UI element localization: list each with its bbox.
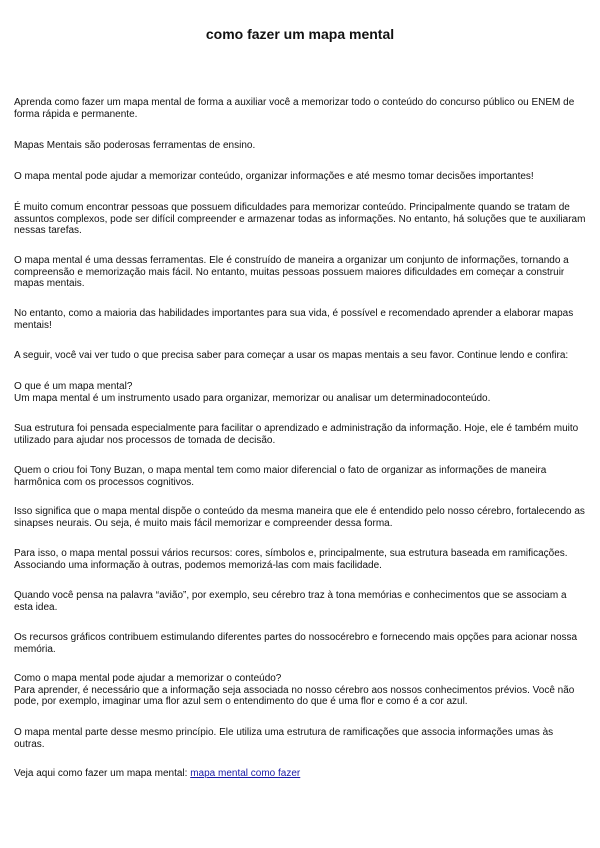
paragraph-benefits: O mapa mental pode ajudar a memorizar conteúdo, organizar informações e até mesmo tomar decisões importantes! — [14, 171, 534, 182]
link-intro-text: Veja aqui como fazer um mapa mental: — [14, 768, 191, 779]
paragraph-tools: Mapas Mentais são poderosas ferramentas de ensino. — [14, 140, 256, 151]
section-body: Para aprender, é necessário que a informação seja associada no nosso cérebro aos nossos conhecimentos prévios. Você não pode, por exemplo, imaginar uma flor azul sem o entendimento do que é uma flor e como é a cor azul. — [14, 684, 575, 707]
paragraph-graphics: Os recursos gráficos contribuem estimulando diferentes partes do nossocérebro e fornecendo mais opções para acionar nossa memória. — [14, 632, 578, 655]
mapa-mental-link[interactable]: mapa mental como fazer — [190, 768, 301, 779]
paragraph-difficulty: É muito comum encontrar pessoas que possuem dificuldades para memorizar conteúdo. Principalmente quando se tratam de assuntos complexos, pode ser difícil compreender e armazenar todas as informações. No entanto, há soluções que te auxiliaram nessas tarefas. — [14, 202, 586, 236]
paragraph-resources: Para isso, o mapa mental possui vários recursos: cores, símbolos e, principalmente, sua estrutura baseada em ramificações. Associando uma informação à outras, podemos memorizá-las com mais facilidade. — [14, 548, 568, 571]
paragraph-creator: Quem o criou foi Tony Buzan, o mapa mental tem como maior diferencial o fato de organizar as informações de maneira harmônica com os processos cognitivos. — [14, 465, 547, 488]
paragraph-learn: No entanto, como a maioria das habilidades importantes para sua vida, é possível e recomendado aprender a elaborar mapas mentais! — [14, 308, 574, 331]
paragraph-intro: Aprenda como fazer um mapa mental de forma a auxiliar você a memorizar todo o conteúdo do concurso público ou ENEM de forma rápida e permanente. — [14, 97, 575, 120]
section-heading: Como o mapa mental pode ajudar a memorizar o conteúdo? — [14, 673, 282, 684]
section-what-is — [14, 381, 586, 404]
section-heading: O que é um mapa mental? — [14, 381, 133, 392]
paragraph-tool-definition: O mapa mental é uma dessas ferramentas. Ele é construído de maneira a organizar um conjunto de informações, tornando a compreensão e memorização mais fácil. No entanto, muitas pessoas possuem maiores dificuldades em começar a construir mapas mentais. — [14, 255, 569, 289]
paragraph-brain: Isso significa que o mapa mental dispõe o conteúdo da mesma maneira que ele é entendido pelo nosso cérebro, fortalecendo as sinapses neurais. Ou seja, é muito mais fácil memorizar e compreender dessa forma. — [14, 506, 585, 529]
document-title: como fazer um mapa mental — [205, 26, 395, 42]
paragraph-example: Quando você pensa na palavra “avião”, por exemplo, seu cérebro traz à tona memórias e conhecimentos que se associam a esta idea. — [14, 590, 567, 613]
paragraph-structure: Sua estrutura foi pensada especialmente para facilitar o aprendizado e administração da informação. Hoje, ele é também muito utilizado para ajudar nos processos de tomada de decisão. — [14, 423, 579, 446]
section-body: Um mapa mental é um instrumento usado para organizar, memorizar ou analisar um determinadoconteúdo. — [14, 392, 491, 404]
paragraph-follow: A seguir, você vai ver tudo o que precisa saber para começar a usar os mapas mentais a seu favor. Continue lendo e confira: — [14, 350, 569, 361]
paragraph-principle: O mapa mental parte desse mesmo princípio. Ele utiliza uma estrutura de ramificações que associa informações umas às outras. — [14, 727, 554, 750]
paragraph-link — [14, 768, 586, 780]
section-how-helps — [14, 673, 586, 708]
